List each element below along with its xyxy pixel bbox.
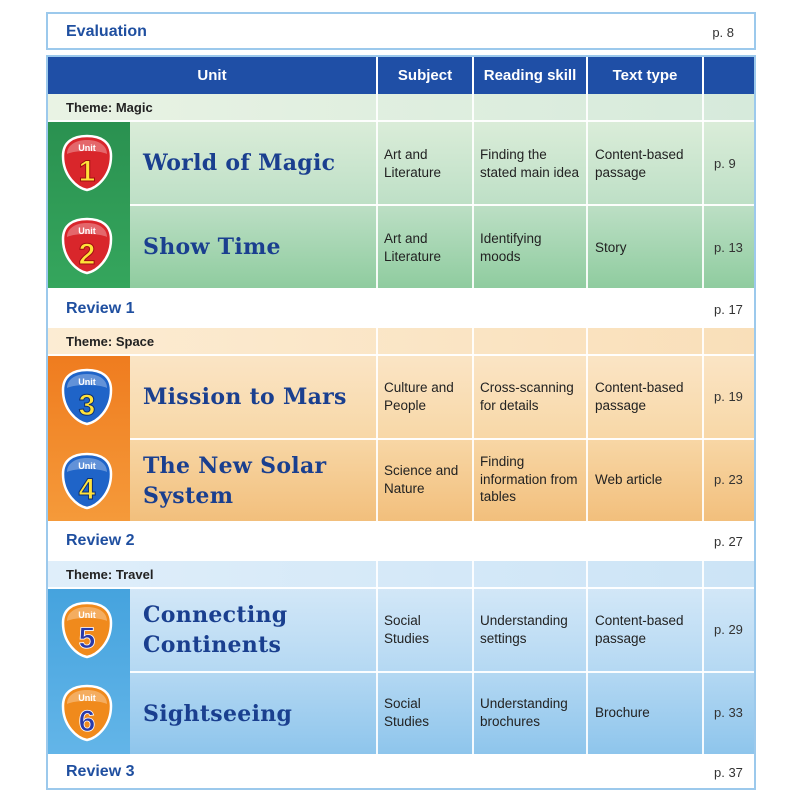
- section-space: [48, 328, 754, 521]
- svg-text:6: 6: [78, 705, 96, 738]
- unit-reading-skill: Cross-scanning for details: [480, 380, 574, 413]
- unit-text-type: Content-based passage: [595, 380, 684, 413]
- unit-title: Show Time: [143, 234, 281, 260]
- svg-text:2: 2: [78, 238, 96, 271]
- theme-label: Theme: Travel: [66, 567, 154, 582]
- header-text-type: Text type: [612, 67, 678, 84]
- unit-reading-skill: Understanding settings: [480, 613, 568, 646]
- unit-text-type: Content-based passage: [595, 613, 684, 646]
- unit-page: p. 23: [714, 472, 743, 487]
- unit-badge-icon: [61, 452, 113, 510]
- unit-title: Connecting Continents: [143, 602, 288, 658]
- svg-text:3: 3: [78, 389, 96, 422]
- unit-reading-skill: Understanding brochures: [480, 696, 568, 729]
- review-row: [48, 288, 754, 328]
- unit-subject: Social Studies: [384, 696, 430, 729]
- review-page: p. 27: [714, 534, 743, 549]
- evaluation-row: [46, 12, 756, 50]
- review-page: p. 17: [714, 302, 743, 317]
- unit-text-type: Content-based passage: [595, 147, 684, 180]
- unit-page: p. 13: [714, 240, 743, 255]
- svg-text:1: 1: [78, 155, 96, 188]
- review-row: [48, 754, 754, 788]
- unit-subject: Art and Literature: [384, 231, 442, 264]
- svg-text:Unit: Unit: [78, 693, 96, 703]
- unit-title: World of Magic: [143, 150, 336, 176]
- evaluation-label: Evaluation: [66, 23, 147, 40]
- unit-page: p. 33: [714, 705, 743, 720]
- review-label: Review 1: [66, 300, 135, 317]
- unit-title: The New Solar System: [143, 453, 327, 509]
- section-magic: [48, 94, 754, 288]
- header-reading-skill: Reading skill: [483, 67, 577, 84]
- unit-text-type: Web article: [595, 472, 663, 487]
- evaluation-page: p. 8: [712, 25, 734, 40]
- svg-text:Unit: Unit: [78, 226, 96, 236]
- theme-label: Theme: Space: [66, 334, 155, 349]
- unit-page: p. 19: [714, 389, 743, 404]
- review-label: Review 2: [66, 532, 135, 549]
- unit-subject: Culture and People: [384, 380, 454, 413]
- svg-text:5: 5: [78, 622, 96, 655]
- unit-reading-skill: Finding information from tables: [480, 454, 578, 504]
- unit-page: p. 9: [714, 156, 736, 171]
- unit-badge-icon: [61, 368, 113, 426]
- unit-reading-skill: Finding the stated main idea: [480, 147, 580, 180]
- unit-subject: Art and Literature: [384, 147, 442, 180]
- review-page: p. 37: [714, 765, 743, 780]
- table-header: [48, 57, 754, 94]
- unit-badge-icon: [61, 217, 113, 275]
- unit-reading-skill: Identifying moods: [480, 231, 542, 264]
- unit-subject: Social Studies: [384, 613, 430, 646]
- unit-title: Sightseeing: [143, 701, 293, 727]
- review-row: [48, 521, 754, 561]
- svg-text:Unit: Unit: [78, 377, 96, 387]
- header-unit: Unit: [197, 67, 227, 84]
- review-label: Review 3: [66, 763, 135, 780]
- unit-page: p. 29: [714, 622, 743, 637]
- unit-badge-icon: [61, 134, 113, 192]
- section-travel: [48, 561, 754, 754]
- unit-badge-icon: [61, 684, 113, 742]
- unit-badge-icon: [61, 601, 113, 659]
- unit-text-type: Story: [595, 240, 627, 255]
- svg-text:Unit: Unit: [78, 610, 96, 620]
- header-subject: Subject: [397, 67, 453, 84]
- svg-text:Unit: Unit: [78, 143, 96, 153]
- svg-text:4: 4: [78, 473, 96, 506]
- unit-title: Mission to Mars: [143, 384, 347, 410]
- theme-label: Theme: Magic: [66, 100, 153, 115]
- svg-text:Unit: Unit: [78, 461, 96, 471]
- unit-subject: Science and Nature: [384, 463, 459, 496]
- unit-text-type: Brochure: [595, 705, 650, 720]
